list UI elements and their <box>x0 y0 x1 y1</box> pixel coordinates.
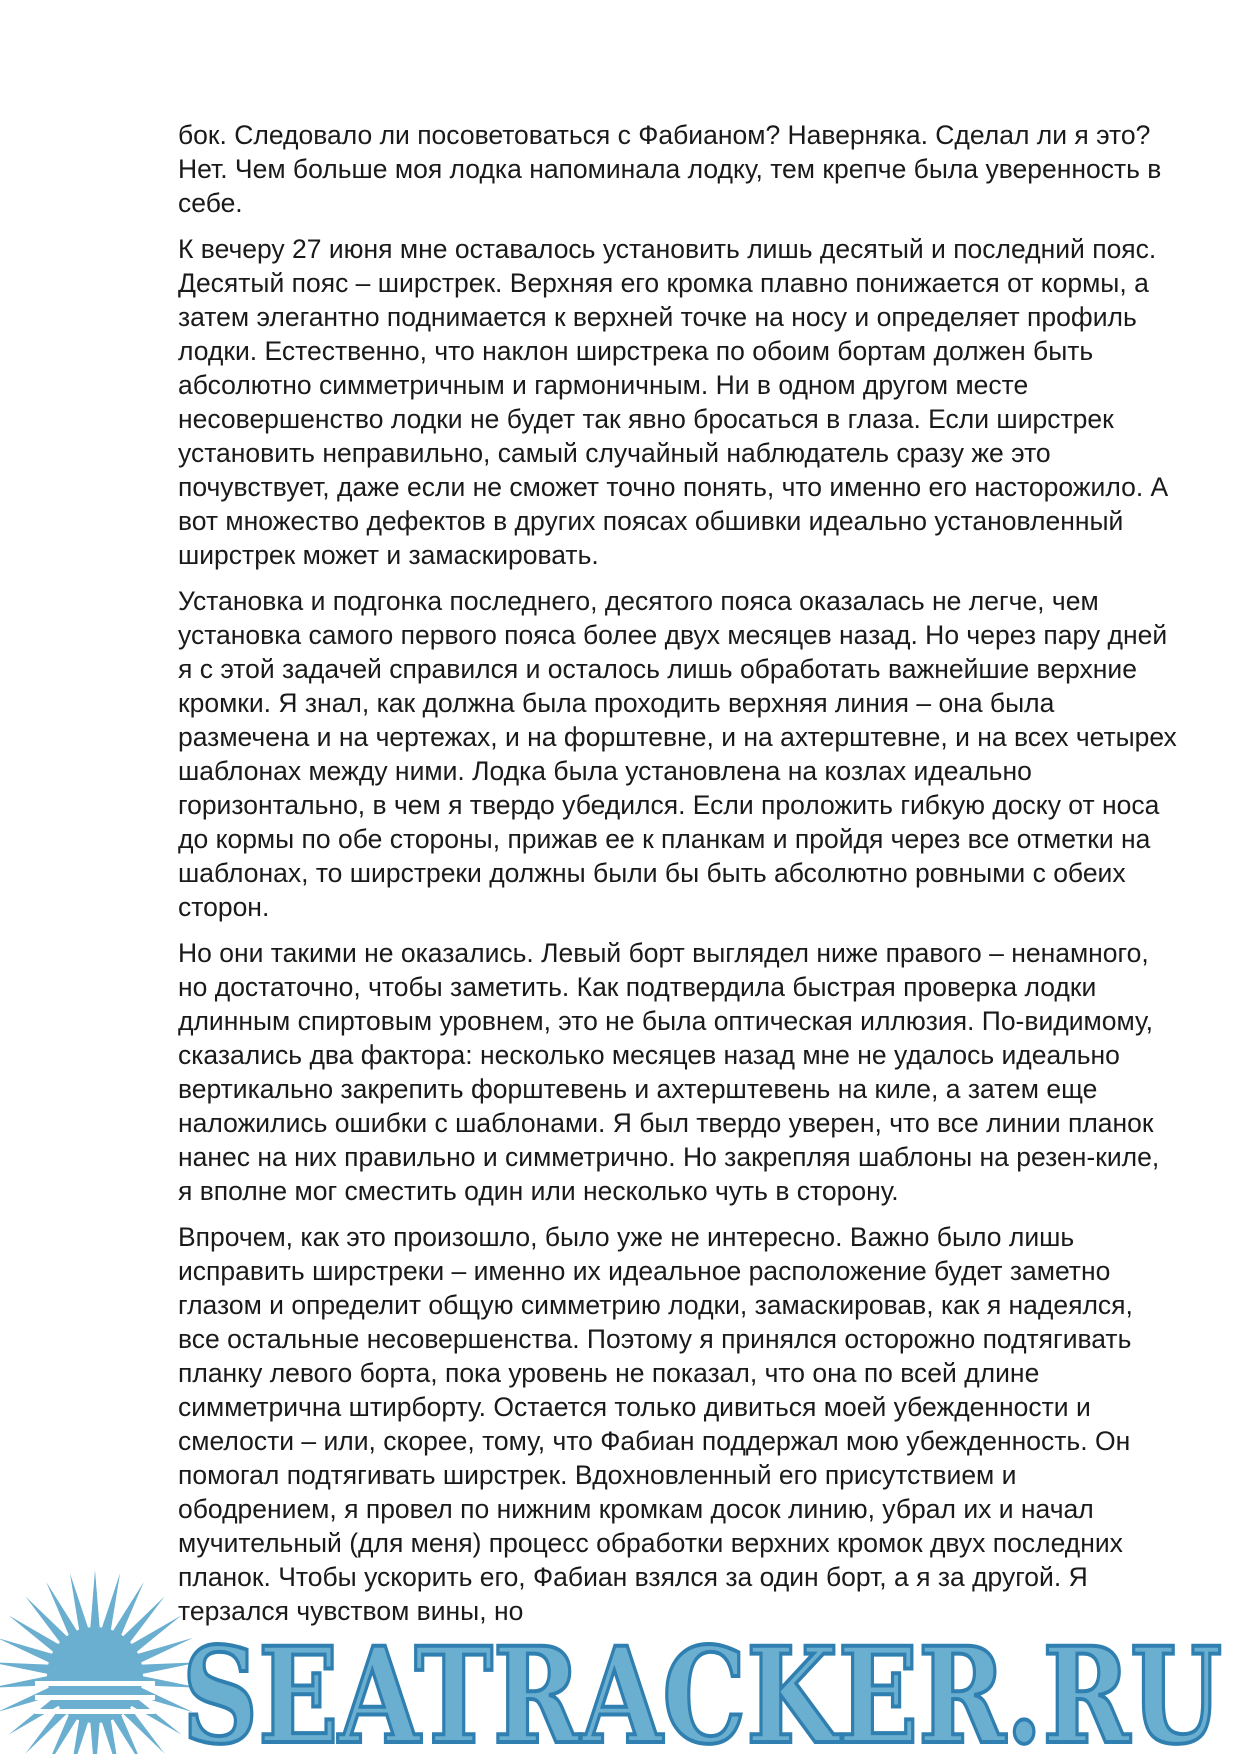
sun-burst-icon <box>0 1570 199 1754</box>
sun-core <box>47 1627 143 1723</box>
paragraph-2: К вечеру 27 июня мне оставалось установить лишь десятый и последний пояс. Десятый пояс – ширстрек. Верхняя его кромка плавно понижается от кормы, а затем элегантно поднимается к верхней точке на носу и определяет профиль лодки. Естественно, что наклон ширстрека по обоим бортам должен быть абсолютно симметричным и гармоничным. Ни в одном другом месте несовершенство лодки не будет так явно бросаться в глаза. Если ширстрек установить неправильно, самый случайный наблюдатель сразу же это почувствует, даже если не сможет точно понять, что именно его насторожило. А вот множество дефектов в других поясах обшивки идеально установленный ширстрек может и замаскировать. <box>178 234 1169 570</box>
seatracker-watermark <box>0 1420 1240 1754</box>
paragraph-4: Но они такими не оказались. Левый борт выглядел ниже правого – ненамного, но достаточно, чтобы заметить. Как подтвердила быстрая проверка лодки длинным спиртовым уровнем, это не была оптическая иллюзия. По-видимому, сказались два фактора: несколько месяцев назад мне не удалось идеально вертикально закрепить форштевень и ахтерштевень на киле, а затем еще наложились ошибки с шаблонами. Я был твердо уверен, что все линии планок нанес на них правильно и симметрично. Но закрепляя шаблоны на резен-киле, я вполне мог сместить один или несколько чуть в сторону. <box>178 938 1160 1206</box>
paragraph-3: Установка и подгонка последнего, десятого пояса оказалась не легче, чем установка самого первого пояса более двух месяцев назад. Но через пару дней я с этой задачей справился и осталось лишь обработать важнейшие верхние кромки. Я знал, как должна была проходить верхняя линия – она была размечена и на чертежах, и на форштевне, и на ахтерштевне, и на всех четырех шаблонах между ними. Лодка была установлена на козлах идеально горизонтально, в чем я твердо убедился. Если проложить гибкую доску от носа до кормы по обе стороны, прижав ее к планкам и пройдя через все отметки на шаблонах, то ширстреки должны были бы быть абсолютно ровными с обеих сторон. <box>178 586 1177 922</box>
sun-horizon-line <box>35 1695 155 1700</box>
sun-horizon-line <box>35 1681 155 1686</box>
sun-horizon-line <box>35 1709 155 1714</box>
watermark-text: SEATRACKER.RU <box>182 1619 1222 1754</box>
page-body-text <box>178 118 1180 1640</box>
paragraph-1: бок. Следовало ли посоветоваться с Фабианом? Наверняка. Сделал ли я это? Нет. Чем больше моя лодка напоминала лодку, тем крепче была уверенность в себе. <box>178 120 1162 218</box>
paragraph-5: Впрочем, как это произошло, было уже не интересно. Важно было лишь исправить ширстреки – именно их идеальное расположение будет заметно глазом и определит общую симметрию лодки, замаскировав, как я надеялся, все остальные несовершенства. Поэтому я принялся осторожно подтягивать планку левого борта, пока уровень не показал, что она по всей длине симметрична штирборту. Остается только дивиться моей убежденности и смелости – или, скорее, тому, что Фабиан поддержал мою убежденность. Он помогал подтягивать ширстрек. Вдохновленный его присутствием и ободрением, я провел по нижним кромкам досок линию, убрал их и начал мучительный (для меня) процесс обработки верхних кромок двух последних планок. Чтобы ускорить его, Фабиан взялся за один борт, а я за другой. Я терзался чувством вины, но <box>178 1222 1133 1626</box>
